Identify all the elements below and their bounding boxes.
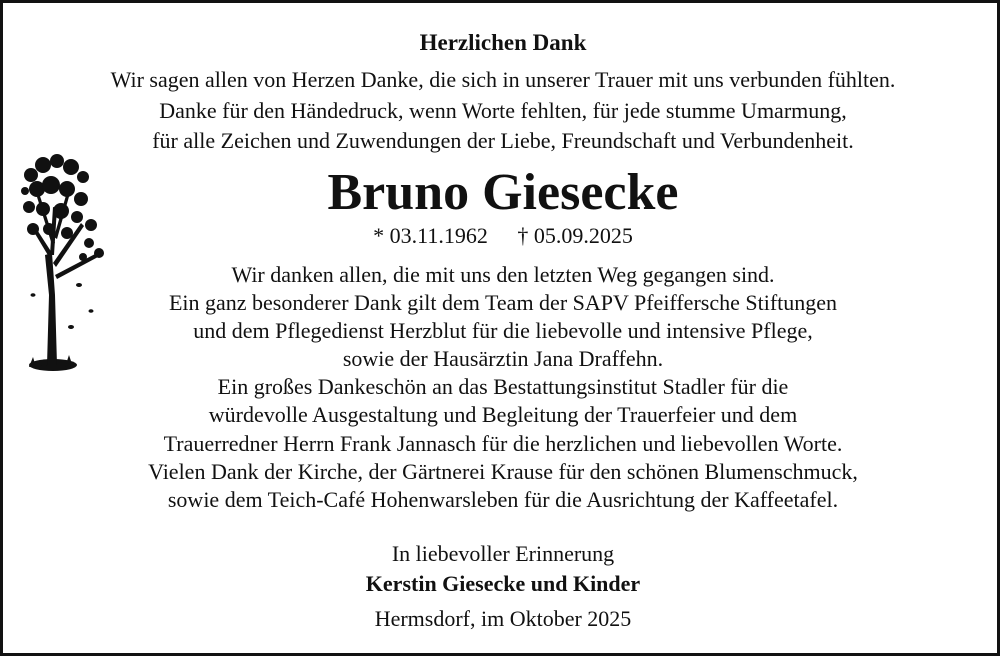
life-dates [3,221,1000,251]
deceased-name: Bruno Giesecke [327,164,679,221]
intro-line: Danke für den Händedruck, wenn Worte fehlten, für jede stumme Umarmung, [159,97,847,123]
thanks-line: würdevolle Ausgestaltung und Begleitung der Trauerfeier und dem [208,402,798,428]
closing-line: In liebevoller Erinnerung [391,541,615,566]
thanks-line: sowie der Hausärztin Jana Draffehn. [342,346,664,372]
closing-block [3,539,1000,599]
intro-paragraph [3,65,1000,157]
thanks-line: und dem Pflegedienst Herzblut für die liebevolle und intensive Pflege, [193,318,813,344]
birth-date: * 03.11.1962 [373,223,488,248]
thanks-line: Ein großes Dankeschön an das Bestattungsinstitut Stadler für die [217,374,789,400]
thanks-line: Vielen Dank der Kirche, der Gärtnerei Krause für den schönen Blumenschmuck, [148,458,858,484]
thanks-paragraph [3,261,1000,514]
place-date: Hermsdorf, im Oktober 2025 [374,606,632,631]
heading: Herzlichen Dank [419,30,587,55]
thanks-line: Wir danken allen, die mit uns den letzten Weg gegangen sind. [231,262,775,287]
thanks-line: sowie dem Teich-Café Hohenwarsleben für die Ausrichtung der Kaffeetafel. [167,486,839,512]
intro-line: Wir sagen allen von Herzen Danke, die sich in unserer Trauer mit uns verbunden fühlten. [110,67,896,92]
thanks-line: Trauerredner Herrn Frank Jannasch für die herzlichen und liebevollen Worte. [163,430,843,456]
death-date: † 05.09.2025 [517,223,633,248]
signatories: Kerstin Giesecke und Kinder [365,571,641,596]
intro-line: für alle Zeichen und Zuwendungen der Liebe, Freundschaft und Verbundenheit. [152,128,854,153]
thanks-line: Ein ganz besonderer Dank gilt dem Team der SAPV Pfeiffersche Stiftungen [168,290,838,316]
